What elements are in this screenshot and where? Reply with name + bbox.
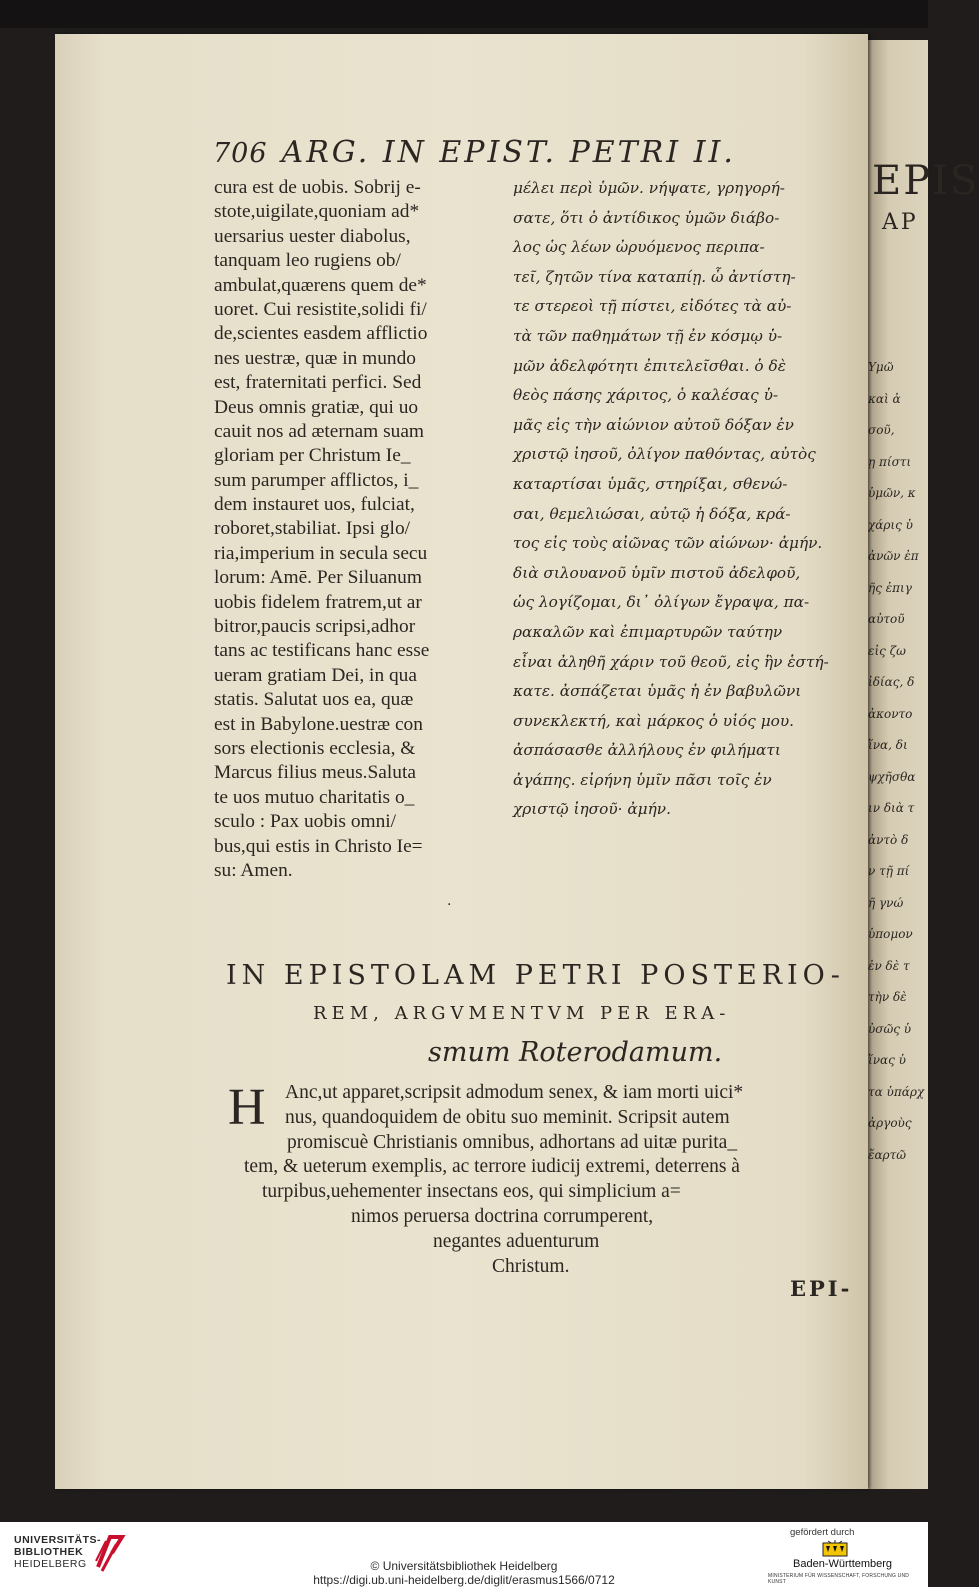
facing-page-fragment: αὐτοῦ <box>868 612 905 626</box>
greek-text-line: ἀγάπης. εἰρήνη ὑμῖν πᾶσι τοῖς ἐν <box>513 770 772 789</box>
body-text-line: nimos peruersa doctrina corrumperent, <box>351 1206 654 1227</box>
facing-page-fragment: ἀνῶν ἐπ <box>868 549 919 563</box>
greek-text-line: κατε. ἀσπάζεται ὑμᾶς ἡ ἐν βαβυλῶνι <box>513 682 802 701</box>
latin-text-line: ueram gratiam Dei, in qua <box>214 664 417 686</box>
facing-page-fragment: ἀργοὺς <box>868 1116 912 1130</box>
facing-page-fragment: εἰς ζω <box>868 643 906 658</box>
latin-column <box>214 176 494 883</box>
scan-top-band <box>0 0 928 28</box>
facing-page-fragment: ἔαρτῶ <box>868 1147 907 1162</box>
greek-text-line: ἀσπάσασθε ἀλλήλους ἐν φιλήματι <box>513 741 781 760</box>
ministry-label: MINISTERIUM FÜR WISSENSCHAFT, FORSCHUNG UND KUNST <box>768 1573 910 1585</box>
facing-page-fragment: ἐν δὲ τ <box>868 958 910 973</box>
logo-line-3: HEIDELBERG <box>14 1558 87 1570</box>
greek-text-line: καταρτίσαι ὑμᾶς, στηρίξαι, σθενώ- <box>513 474 788 493</box>
latin-text-line: tanquam leo rugiens ob/ <box>214 250 401 272</box>
facing-page-fragment: ῃ πίστι <box>868 454 912 469</box>
latin-text-line: sors electionis ecclesia, & <box>214 737 416 759</box>
latin-text-line: gloriam per Christum Ie_ <box>214 445 411 467</box>
greek-text-line: χριστῷ ἰησοῦ, ὀλίγον παθόντας, αὐτὸς <box>513 445 816 464</box>
latin-text-line: cauit nos ad æternam suam <box>214 420 425 442</box>
funder-name: Baden-Württemberg <box>793 1558 893 1570</box>
latin-text-line: de,scientes easdem afflictio <box>214 323 428 345</box>
facing-page-fragment: ἀντὸ δ <box>868 832 909 847</box>
page-number: 706 <box>213 138 268 169</box>
latin-text-line: cura est de uobis. Sobrij e- <box>214 177 421 198</box>
greek-text-line: ρακαλῶν καὶ ἐπιμαρτυρῶν ταύτην <box>513 622 783 641</box>
latin-text-line: bitror,paucis scripsi,adhor <box>214 616 416 638</box>
drop-cap: H <box>228 1079 266 1136</box>
greek-text-line: τε στερεοὶ τῇ πίστει, εἰδότες τὰ αὐ- <box>513 297 792 316</box>
latin-text-line: Deus omnis gratiæ, qui uo <box>214 396 419 418</box>
facing-page-fragment: ῆ γνώ <box>868 895 904 910</box>
greek-text-line: τεῖ, ζητῶν τίνα καταπίῃ. ὧ ἀντίστη- <box>513 267 796 286</box>
running-header <box>213 135 736 170</box>
latin-text-line: est in Babylone.uestræ con <box>214 713 423 735</box>
section-title-line-2: REM, ARGVMENTVM PER ERA- <box>313 1003 731 1024</box>
copyright-text: © Universitätsbibliothek Heidelberg <box>370 1559 558 1573</box>
funded-by-label: gefördert durch <box>790 1527 855 1538</box>
greek-text-line: εἶναι ἀληθῆ χάριν τοῦ θεοῦ, εἰς ἣν ἑστή- <box>513 652 829 671</box>
latin-text-line: est, fraternitati perfici. Sed <box>214 372 422 394</box>
facing-page-fragment: ῆς ἐπιγ <box>868 580 912 595</box>
greek-text-line: τὰ τῶν παθημάτων τῇ ἐν κόσμῳ ὑ- <box>513 326 783 345</box>
facing-page-fragment: ἵνα, δι <box>868 738 908 752</box>
body-text-line: turpibus,uehementer insectans eos, qui simplicium a= <box>262 1181 681 1203</box>
ink-dot: . <box>447 893 452 909</box>
facing-page-title: EPIS <box>872 158 979 204</box>
facing-page-fragment: ψχῆσθα <box>868 769 916 784</box>
section-title-line-3: smum Roterodamum. <box>428 1037 723 1068</box>
logo-line-1: UNIVERSITÄTS- <box>14 1534 102 1546</box>
latin-text-line: roboret,stabiliat. Ipsi glo/ <box>214 518 411 540</box>
latin-text-line: bus,qui estis in Christo Ie= <box>214 835 423 857</box>
latin-text-line: tans ac testificans hanc esse <box>214 640 430 662</box>
facing-page-fragment: σοῦ, <box>868 423 895 437</box>
facing-page-edge <box>868 40 979 1489</box>
latin-text-line: sculo : Pax uobis omni/ <box>214 811 397 833</box>
latin-text-line: ambulat,quærens quem de* <box>214 274 427 296</box>
latin-text-line: nes uestræ, quæ in mundo <box>214 347 416 369</box>
footer <box>0 1522 928 1587</box>
greek-text-line: σαι, θεμελιώσαι, αὐτῷ ἡ δόξα, κρά- <box>513 504 791 523</box>
body-text-line: promiscuè Christianis omnibus, adhortans ad uitæ purita_ <box>287 1131 738 1153</box>
latin-text-line: uersarius uester diabolus, <box>214 225 411 247</box>
greek-text-line: ὡς λογίζομαι, δι᾽ ὀλίγων ἔγραψα, πα- <box>513 593 810 612</box>
greek-text-line: μέλει περὶ ὑμῶν. νήψατε, γρηγορή- <box>513 179 785 197</box>
section-title-line-1: IN EPISTOLAM PETRI POSTERIO- <box>226 960 845 991</box>
latin-text-line: uoret. Cui resistite,solidi fi/ <box>214 298 427 320</box>
latin-text-line: lorum: Amē. Per Siluanum <box>214 567 422 589</box>
greek-column <box>513 174 858 825</box>
facing-page-fragment: ν τῇ πί <box>868 864 910 878</box>
greek-text-line: μᾶς εἰς τὴν αἰώνιον αὐτοῦ δόξαν ἐν <box>513 415 794 434</box>
latin-text-line: Marcus filius meus.Saluta <box>214 762 416 784</box>
body-text-line: Anc,ut apparet,scripsit admodum senex, & iam morti uici* <box>285 1082 744 1103</box>
catchword: EPI- <box>790 1276 853 1301</box>
facing-page-fragment: τὴν δὲ <box>868 990 907 1004</box>
facing-page-subtitle: AP <box>882 210 919 235</box>
latin-text-line: statis. Salutat uos ea, quæ <box>214 689 414 711</box>
facing-page-fragment: ὑμῶν, κ <box>868 486 916 500</box>
greek-text-line: χριστῷ ἰησοῦ· ἀμήν. <box>513 800 671 819</box>
latin-text-line: dem instauret uos, fulciat, <box>214 494 415 516</box>
greek-text-line: διὰ σιλουανοῦ ὑμῖν πιστοῦ ἀδελφοῦ, <box>513 563 801 582</box>
logo-line-2: BIBLIOTHEK <box>14 1546 84 1558</box>
latin-text-line: ria,imperium in secula secu <box>214 542 428 564</box>
greek-text-line: τος εἰς τοὺς αἰῶνας τῶν αἰώνων· ἀμήν. <box>513 534 823 553</box>
permalink[interactable]: https://digi.ub.uni-heidelberg.de/diglit/erasmus1566/0712 <box>313 1573 615 1587</box>
greek-text-line: συνεκλεκτή, καὶ μάρκος ὁ υἱός μου. <box>513 711 795 730</box>
latin-text-line: sum parumper afflictos, i_ <box>214 469 419 491</box>
facing-page-fragment: ἀκοντο <box>868 706 913 721</box>
coat-of-arms-icon <box>822 1540 848 1557</box>
greek-text-line: λος ὡς λέων ὠρυόμενος περιπα- <box>513 238 765 257</box>
greek-text-line: θεὸς πάσης χάριτος, ὁ καλέσας ὑ- <box>513 386 779 405</box>
facing-page-fragment: ιν διὰ τ <box>868 801 915 815</box>
facing-page-fragment: καὶ ἀ <box>868 391 901 406</box>
latin-text-line: stote,uigilate,quoniam ad* <box>214 201 420 223</box>
latin-text-line: te uos mutuo charitatis o_ <box>214 786 415 808</box>
facing-page-fragment: τα ὑπάρχ <box>868 1084 925 1099</box>
facing-page-fragment: Υμῶ <box>868 360 894 374</box>
facing-page-fragment: ὐσῶς ὑ <box>868 1021 912 1036</box>
latin-text-line: su: Amen. <box>214 859 293 881</box>
body-text-line: nus, quandoquidem de obitu suo meminit. Scripsit autem <box>285 1106 730 1128</box>
body-text-line: tem, & ueterum exemplis, ac terrore iudicij extremi, deterrens à <box>244 1156 740 1178</box>
latin-text-line: uobis fidelem fratrem,ut ar <box>214 591 422 613</box>
greek-text-line: μῶν ἀδελφότητι ἐπιτελεῖσθαι. ὁ δὲ <box>513 356 786 375</box>
body-text-line: Christum. <box>492 1255 570 1277</box>
greek-text-line: σατε, ὅτι ὁ ἀντίδικος ὑμῶν διάβο- <box>513 208 780 227</box>
facing-page-fragment: χάρις ὑ <box>868 517 913 532</box>
facing-page-fragment: ὑπομον <box>868 927 913 941</box>
running-title: ARG. IN EPIST. PETRI II. <box>281 135 736 170</box>
facing-page-fragment: ἰδίας, δ <box>868 675 915 689</box>
body-text-line: negantes aduenturum <box>433 1230 600 1252</box>
facing-page-fragment: ἵνας ὑ <box>868 1053 906 1067</box>
facing-page-text <box>868 352 924 1171</box>
